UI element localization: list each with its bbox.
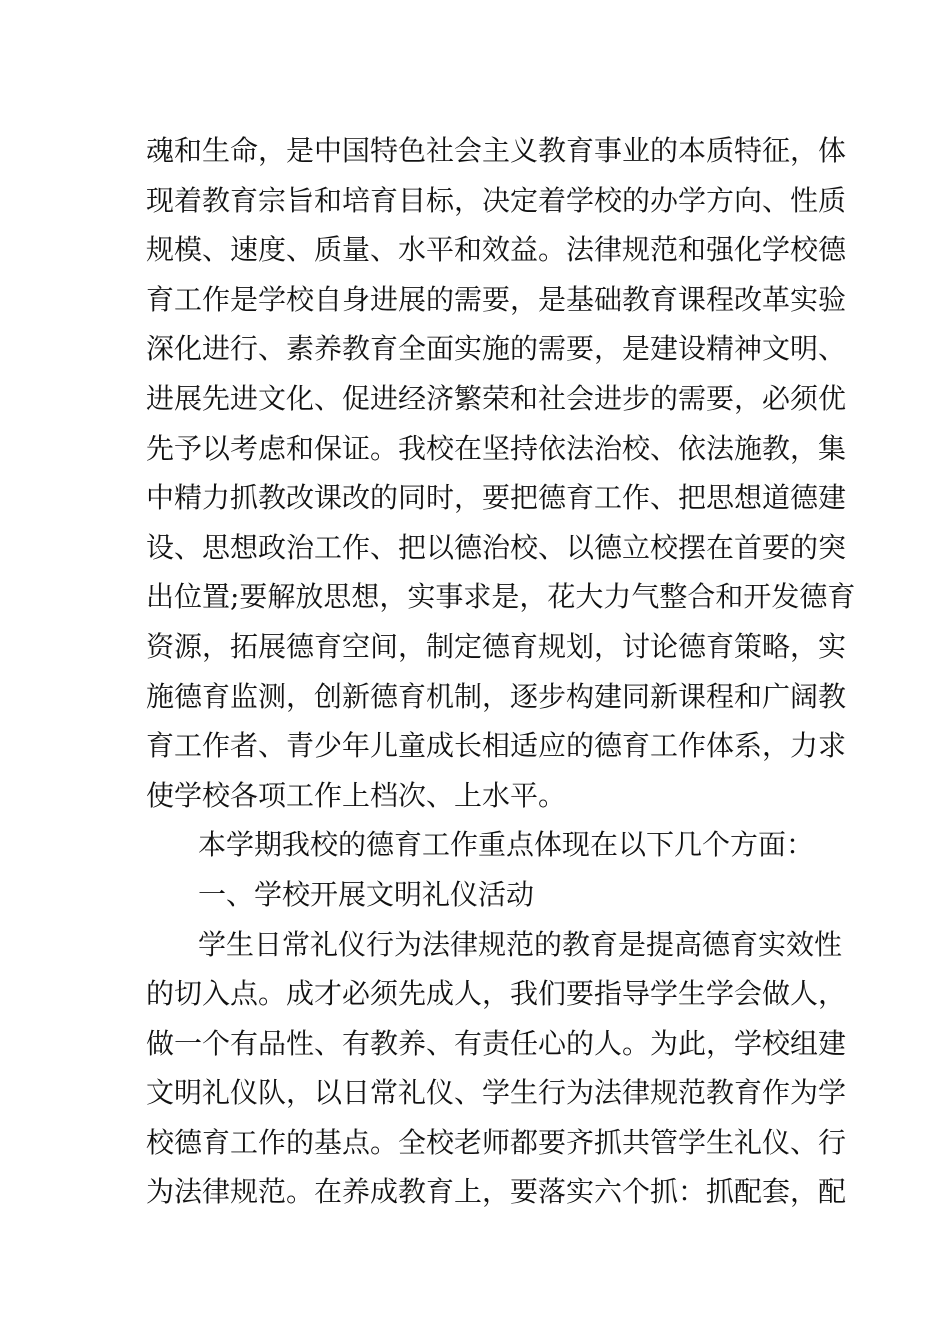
text-line: 中精力抓教改课改的同时，要把德育工作、把思想道德建: [146, 481, 847, 515]
text-line: 规模、速度、质量、水平和效益。法律规范和强化学校德: [146, 233, 847, 267]
text-line: 先予以考虑和保证。我校在坚持依法治校、依法施教，集: [146, 431, 847, 465]
text-line: 育工作者、青少年儿童成长相适应的德育工作体系，力求: [146, 729, 847, 763]
text-line: 出位置;要解放思想，实事求是，花大力气整合和开发德育: [146, 580, 856, 614]
text-line: 设、思想政治工作、把以德治校、以德立校摆在首要的突: [146, 530, 847, 564]
text-line: 现着教育宗旨和培育目标，决定着学校的办学方向、性质: [146, 183, 847, 217]
text-line: 的切入点。成才必须先成人，我们要指导学生学会做人，: [146, 977, 847, 1011]
text-line: 深化进行、素养教育全面实施的需要，是建设精神文明、: [146, 332, 847, 366]
text-line: 施德育监测，创新德育机制，逐步构建同新课程和广阔教: [146, 679, 847, 713]
paragraph-intro: 本学期我校的德育工作重点体现在以下几个方面：: [198, 828, 815, 862]
text-line: 育工作是学校自身进展的需要，是基础教育课程改革实验: [146, 282, 847, 316]
section-heading: 一、学校开展文明礼仪活动: [198, 877, 535, 911]
text-line: 校德育工作的基点。全校老师都要齐抓共管学生礼仪、行: [146, 1125, 847, 1159]
text-line: 进展先进文化、促进经济繁荣和社会进步的需要，必须优: [146, 381, 847, 415]
text-line: 做一个有品性、有教养、有责任心的人。为此，学校组建: [146, 1026, 847, 1060]
text-line: 使学校各项工作上档次、上水平。: [146, 778, 567, 812]
text-line: 文明礼仪队，以日常礼仪、学生行为法律规范教育作为学: [146, 1076, 847, 1110]
body-text: [146, 126, 856, 1217]
text-line: 学生日常礼仪行为法律规范的教育是提高德育实效性: [198, 927, 843, 961]
text-line: 为法律规范。在养成教育上，要落实六个抓：抓配套，配: [146, 1175, 847, 1209]
text-line: 资源，拓展德育空间，制定德育规划，讨论德育策略，实: [146, 629, 847, 663]
text-line: 魂和生命，是中国特色社会主义教育事业的本质特征，体: [146, 134, 847, 167]
